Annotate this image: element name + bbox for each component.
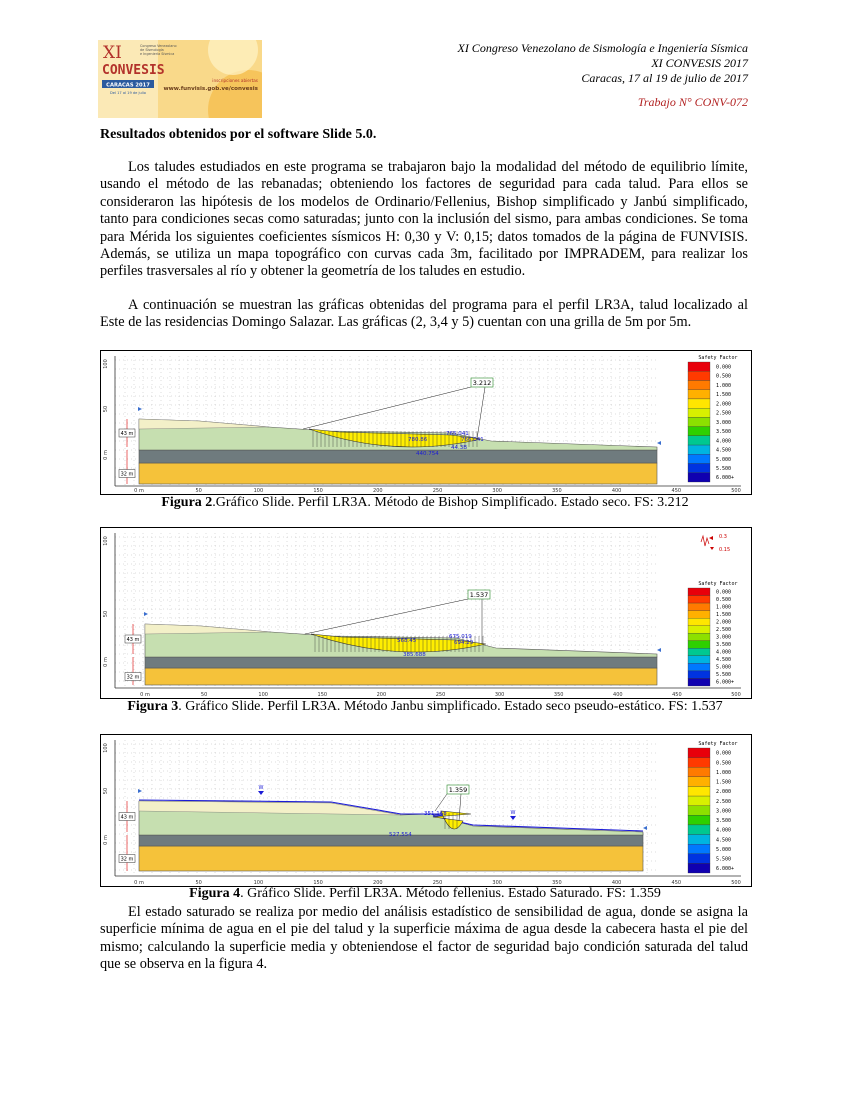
soil-layer-bottom [145, 668, 657, 685]
legend-label: 0.500 [716, 760, 732, 767]
legend-swatch [688, 371, 710, 380]
svg-text:CARACAS 2017: CARACAS 2017 [106, 82, 150, 89]
legend-label: 5.000 [716, 456, 732, 463]
soil-crest-fill [139, 419, 269, 429]
legend-label: 6.000+ [716, 866, 735, 873]
legend-label: 1.000 [716, 769, 732, 776]
x-tick-label: 500 [731, 692, 741, 698]
legend-swatch [688, 464, 710, 473]
boundary-left-icon [138, 407, 142, 411]
y-tick-label: 100 [103, 536, 109, 546]
legend-label: 1.500 [716, 611, 732, 618]
slip-surface-value: 44.3B [451, 445, 468, 451]
figure-2-slide-plot [100, 350, 752, 495]
water-marker-icon [258, 791, 264, 795]
legend-swatch [688, 436, 710, 445]
legend-label: 0.000 [716, 589, 732, 596]
legend-label: 4.000 [716, 827, 732, 834]
legend-swatch [688, 454, 710, 463]
fs-value: 1.537 [469, 591, 489, 599]
legend-swatch [688, 854, 710, 864]
legend-label: 0.500 [716, 596, 732, 603]
paragraph-methods: Los taludes estudiados en este programa se trabajaron bajo la modalidad del método de equilibrio límite, usando el método de las rebanadas; obteniendo los factores de seguridad para cada talud. Para ellos se consideraron las hipótesis de los modelos de Ordinario/Fellenius, Bishop simplificado y Janbú simplificado, tanto para condiciones secas como saturadas; junto con la inclusión del sismo, para ambas condiciones. Se toma para Mérida los siguientes coeficientes sísmicos H: 0,30 y V: 0,15; datos tomados de la página de FUNVISIS. Además, se utiliza un mapa topográfico con curvas cada 3m, facilitado por IMPRADEM, para realizar los perfiles trasversales al río y obtener la geometría de los taludes en estudio. [100, 159, 748, 280]
header-location-date: Caracas, 17 al 19 de julio de 2017 [581, 71, 748, 85]
legend-swatch [688, 767, 710, 777]
legend-label: 5.500 [716, 856, 732, 863]
soil-layer-middle [145, 657, 657, 668]
y-tick-label: 0 m [103, 835, 109, 845]
legend-swatch [688, 611, 710, 619]
x-tick-label: 100 [258, 692, 268, 698]
x-tick-label: 500 [731, 488, 741, 494]
x-tick-label: 0 m [134, 880, 144, 886]
legend-label: 3.000 [716, 634, 732, 641]
legend-swatch [688, 671, 710, 679]
x-tick-label: 100 [253, 488, 264, 494]
legend-swatch [688, 408, 710, 417]
legend-label: 0.500 [716, 373, 732, 380]
legend-swatch [688, 656, 710, 664]
safety-factor-legend [688, 741, 738, 873]
svg-text:XI: XI [103, 43, 122, 63]
x-tick-label: 0 m [134, 488, 144, 494]
x-tick-label: 350 [553, 692, 564, 698]
legend-swatch [688, 596, 710, 604]
dimension-label: 32 m [120, 856, 134, 863]
safety-factor-legend [688, 355, 738, 482]
x-tick-label: 450 [672, 692, 682, 698]
y-tick-label: 0 m [103, 450, 109, 460]
legend-label: 2.500 [716, 626, 732, 633]
fs-leader-line [305, 599, 468, 634]
boundary-right-icon [643, 826, 647, 830]
convesis-logo [98, 40, 262, 118]
legend-swatch [688, 417, 710, 426]
boundary-left-icon [144, 612, 148, 616]
x-tick-label: 350 [552, 488, 562, 494]
x-tick-label: 0 m [140, 692, 150, 698]
paragraph-saturated-state: El estado saturado se realiza por medio del análisis estadístico de sensibilidad de agua, donde se asigna la superficie mínima de agua en el pie del talud y la superficie máxima de agua desde la cabecera hasta el pie del mismo; calculando la superficie media y obteniendose el factor de seguridad bajo condición saturada del talud que se observa en la figura 4. [100, 904, 748, 973]
legend-swatch [688, 390, 710, 399]
y-tick-label: 0 m [103, 657, 109, 667]
x-tick-label: 400 [611, 488, 622, 494]
svg-text:CONVESIS: CONVESIS [102, 63, 165, 78]
x-tick-label: 300 [492, 880, 502, 886]
legend-label: 6.000+ [716, 679, 735, 686]
dimension-label: 43 m [120, 431, 134, 437]
figure-4-caption: Figura 4. Gráfico Slide. Perfil LR3A. Método fellenius. Estado Saturado. FS: 1.359 [189, 886, 661, 901]
legend-label: 4.500 [716, 657, 732, 664]
seismic-down-icon [710, 547, 714, 550]
legend-swatch [688, 588, 710, 596]
legend-label: 1.500 [716, 392, 732, 399]
figure-3-caption: Figura 3. Gráfico Slide. Perfil LR3A. Método Janbu simplificado. Estado seco pseudo-estático. FS: 1.537 [127, 699, 723, 714]
svg-text:inscripciones abiertas: inscripciones abiertas [212, 78, 258, 83]
x-tick-label: 150 [313, 880, 323, 886]
x-tick-label: 200 [376, 692, 387, 698]
x-tick-label: 150 [313, 488, 323, 494]
fs-leader-line [435, 794, 447, 811]
x-tick-label: 400 [611, 880, 622, 886]
legend-label: 3.500 [716, 429, 732, 436]
legend-swatch [688, 796, 710, 806]
slip-surface-value: 780.86 [408, 437, 428, 443]
slip-surface-value: 765.041 [446, 431, 469, 437]
legend-title: Safety Factor [698, 741, 738, 747]
y-tick-label: 50 [103, 787, 109, 795]
legend-label: 5.500 [716, 672, 732, 679]
x-tick-label: 50 [195, 880, 202, 886]
legend-label: 2.000 [716, 789, 732, 796]
section-title: Resultados obtenidos por el software Slide 5.0. [100, 127, 377, 142]
legend-swatch [688, 806, 710, 816]
x-tick-label: 50 [200, 692, 208, 698]
svg-text:Del 17 al 19 de julio: Del 17 al 19 de julio [110, 91, 146, 95]
svg-text:Congreso Venezolano: Congreso Venezolano [140, 44, 177, 48]
x-tick-label: 300 [492, 488, 502, 494]
legend-label: 0.000 [716, 750, 732, 757]
legend-swatch [688, 825, 710, 835]
soil-layer-bottom [139, 846, 643, 871]
legend-swatch [688, 380, 710, 389]
slip-surface-value: 527.554 [389, 832, 412, 838]
figure-4-slide-plot [100, 734, 752, 887]
x-tick-label: 200 [373, 488, 383, 494]
x-tick-label: 150 [317, 692, 328, 698]
legend-label: 5.000 [716, 846, 732, 853]
slip-surface-value: 385.688 [403, 652, 426, 658]
x-tick-label: 450 [671, 488, 682, 494]
dimension-label: 43 m [120, 814, 134, 821]
figure-3-slide-plot [100, 527, 752, 699]
legend-label: 4.000 [716, 649, 732, 656]
x-tick-label: 250 [432, 488, 443, 494]
legend-swatch [688, 786, 710, 796]
legend-label: 4.500 [716, 447, 732, 454]
legend-label: 1.000 [716, 604, 732, 611]
legend-label: 2.500 [716, 410, 732, 417]
paragraph-figures-intro: A continuación se muestran las gráficas obtenidas del programa para el perfil LR3A, talud localizado al Este de las residencias Domingo Salazar. Las gráficas (2, 3,4 y 5) cuentan con una grilla de 5m por 5m. [100, 297, 748, 331]
legend-label: 3.000 [716, 419, 732, 426]
legend-swatch [688, 815, 710, 825]
x-tick-label: 250 [435, 692, 446, 698]
legend-swatch [688, 618, 710, 626]
y-tick-label: 100 [103, 359, 109, 369]
x-tick-label: 50 [195, 488, 202, 494]
slip-surface-value: 568.45 [397, 638, 417, 644]
legend-title: Safety Factor [698, 581, 738, 587]
legend-swatch [688, 844, 710, 854]
legend-label: 6.000+ [716, 475, 735, 482]
header-convesis: XI CONVESIS 2017 [651, 56, 748, 70]
legend-swatch [688, 603, 710, 611]
dimension-label: 32 m [120, 471, 134, 478]
x-tick-label: 500 [731, 880, 741, 886]
svg-text:www.funvisis.gob.ve/convesis: www.funvisis.gob.ve/convesis [163, 86, 258, 92]
fs-leader-line [477, 387, 485, 439]
fs-leader-line [303, 387, 471, 429]
soil-crest-fill [145, 624, 271, 634]
legend-swatch [688, 626, 710, 634]
legend-swatch [688, 835, 710, 845]
legend-swatch [688, 863, 710, 873]
legend-swatch [688, 399, 710, 408]
slip-surface-value: 694.29 [454, 640, 474, 646]
header-congress: XI Congreso Venezolano de Sismología e Ingeniería Sísmica [457, 41, 748, 55]
legend-swatch [688, 427, 710, 436]
boundary-left-icon [138, 789, 142, 793]
slip-surface-value: 351.168 [424, 811, 447, 817]
legend-label: 0.000 [716, 364, 732, 371]
seismic-icon [701, 536, 709, 546]
x-tick-label: 200 [373, 880, 383, 886]
legend-swatch [688, 473, 710, 482]
legend-swatch [688, 445, 710, 454]
legend-label: 4.500 [716, 837, 732, 844]
boundary-right-icon [657, 648, 661, 652]
legend-swatch [688, 663, 710, 671]
fs-value: 3.212 [472, 379, 492, 387]
soil-layer-bottom [139, 463, 657, 484]
x-tick-label: 100 [253, 880, 264, 886]
y-tick-label: 50 [103, 405, 109, 413]
legend-swatch [688, 777, 710, 787]
slip-surface-value: 675.019 [449, 634, 472, 640]
soil-layer-middle [139, 450, 657, 463]
slip-surface-value: 766.041 [461, 437, 484, 443]
svg-text:e Ingeniería Sísmica: e Ingeniería Sísmica [140, 52, 175, 56]
legend-label: 3.500 [716, 818, 732, 825]
svg-text:de Sismología: de Sismología [140, 48, 164, 52]
x-tick-label: 250 [432, 880, 443, 886]
legend-label: 3.000 [716, 808, 732, 815]
legend-label: 5.500 [716, 466, 732, 472]
legend-swatch [688, 748, 710, 758]
x-tick-label: 450 [671, 880, 682, 886]
safety-factor-legend [688, 581, 738, 686]
water-label: W [258, 785, 264, 791]
y-tick-label: 50 [103, 610, 109, 618]
legend-label: 3.500 [716, 642, 732, 649]
legend-swatch [688, 641, 710, 649]
water-marker-icon [510, 816, 516, 820]
boundary-right-icon [657, 441, 661, 445]
legend-label: 2.000 [716, 619, 732, 626]
slip-surface-value: 440.754 [416, 451, 439, 457]
y-tick-label: 100 [103, 743, 109, 753]
x-tick-label: 400 [613, 692, 623, 698]
legend-label: 2.000 [716, 401, 732, 408]
legend-swatch [688, 678, 710, 686]
legend-label: 1.500 [716, 779, 732, 786]
seismic-h-value: 0.3 [719, 534, 727, 540]
x-tick-label: 300 [494, 692, 505, 698]
figure-2-caption: Figura 2.Gráfico Slide. Perfil LR3A. Método de Bishop Simplificado. Estado seco. FS: 3.212 [161, 495, 689, 510]
dimension-label: 32 m [126, 674, 140, 681]
water-label: W [510, 810, 516, 816]
legend-label: 2.500 [716, 798, 732, 805]
legend-swatch [688, 633, 710, 641]
dimension-label: 43 m [126, 637, 140, 643]
fs-value: 1.359 [448, 786, 468, 794]
legend-label: 1.000 [716, 382, 732, 389]
header-trabajo-number: Trabajo N° CONV-072 [637, 95, 748, 109]
seismic-arrow-icon [709, 536, 713, 540]
legend-label: 4.000 [716, 438, 732, 445]
legend-swatch [688, 362, 710, 371]
legend-title: Safety Factor [698, 355, 738, 361]
x-tick-label: 350 [552, 880, 562, 886]
seismic-v-value: 0.15 [719, 547, 731, 553]
legend-swatch [688, 648, 710, 656]
legend-swatch [688, 758, 710, 768]
legend-label: 5.000 [716, 664, 732, 671]
